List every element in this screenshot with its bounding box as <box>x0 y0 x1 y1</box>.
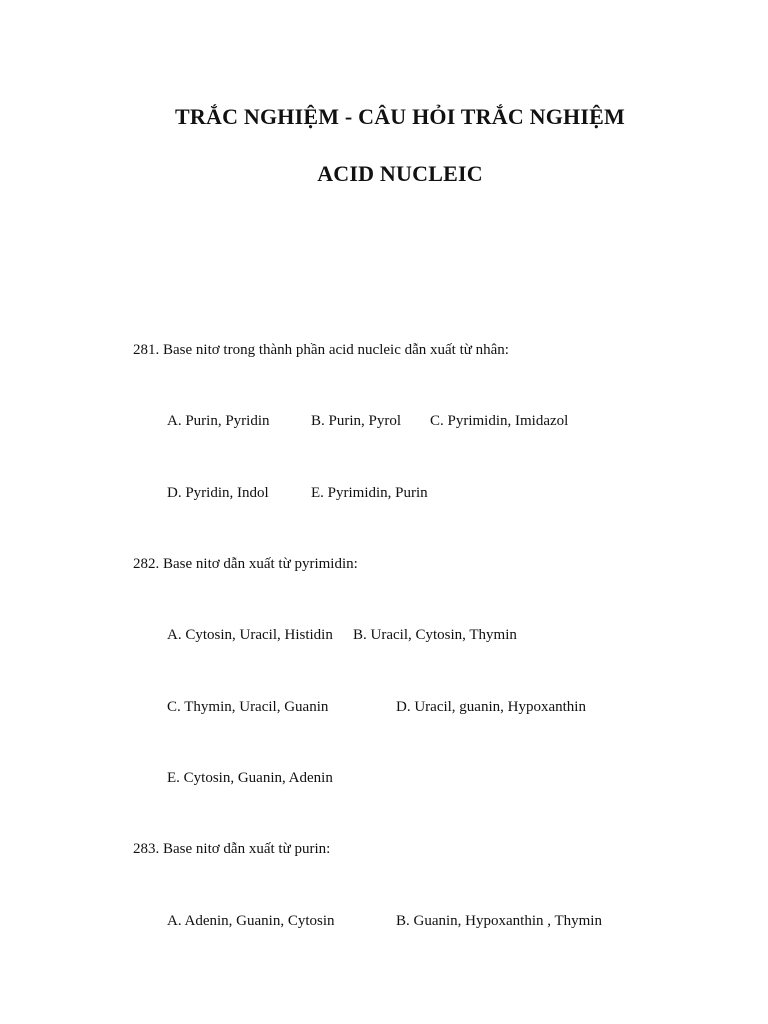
question-281-option-e: E. Pyrimidin, Purin <box>311 485 428 501</box>
question-283-option-b: B. Guanin, Hypoxanthin , Thymin <box>396 913 602 929</box>
question-282-option-c: C. Thymin, Uracil, Guanin <box>167 699 329 715</box>
question-282-option-e: E. Cytosin, Guanin, Adenin <box>167 770 333 786</box>
question-282-option-b: B. Uracil, Cytosin, Thymin <box>353 627 517 643</box>
document-subtitle: ACID NUCLEIC <box>317 161 483 186</box>
question-281-option-b: B. Purin, Pyrol <box>311 413 402 429</box>
document-title: TRẮC NGHIỆM - CÂU HỎI TRẮC NGHIỆM <box>175 104 625 129</box>
question-281-option-d: D. Pyridin, Indol <box>167 485 269 501</box>
question-283-option-a: A. Adenin, Guanin, Cytosin <box>167 913 335 929</box>
question-281-option-a: A. Purin, Pyridin <box>167 413 270 429</box>
question-281: 281. Base nitơ trong thành phần acid nucleic dẫn xuất từ nhân: <box>133 342 509 358</box>
question-283: 283. Base nitơ dẫn xuất từ purin: <box>133 841 331 857</box>
question-281-option-c: C. Pyrimidin, Imidazol <box>430 413 569 429</box>
question-282: 282. Base nitơ dẫn xuất từ pyrimidin: <box>133 556 358 572</box>
question-282-option-d: D. Uracil, guanin, Hypoxanthin <box>396 699 586 715</box>
question-282-option-a: A. Cytosin, Uracil, Histidin <box>167 627 333 643</box>
